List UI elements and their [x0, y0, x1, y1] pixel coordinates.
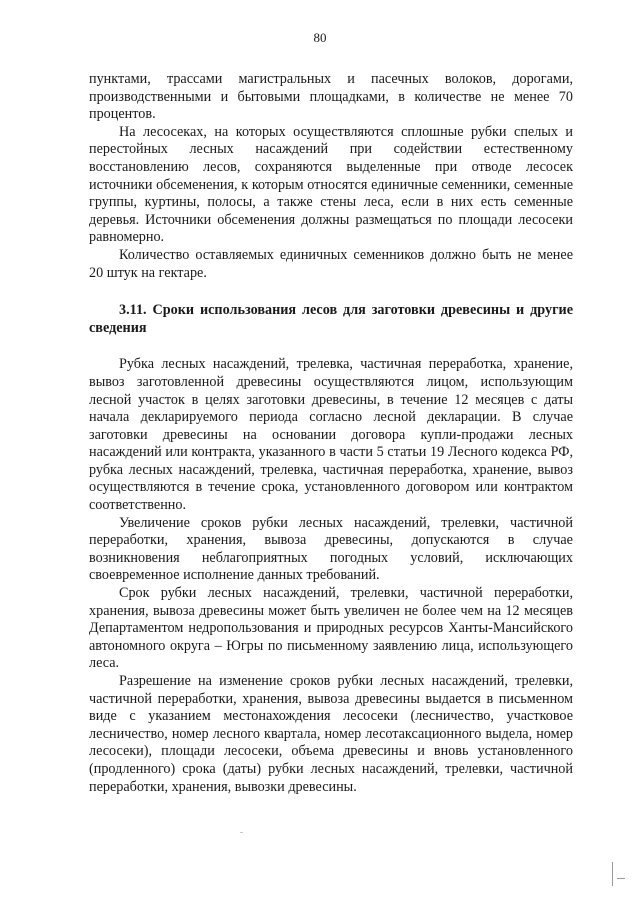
paragraph-logging-terms: Рубка лесных насаждений, трелевка, частичная переработка, хранение, вывоз заготовленной древесины осуществляются лицом, использующим лесной участок в целях заготовки древесины, в течение 12 месяцев с даты начала декларируемого периода согласно лесной декларации. В случае заготовки древесины на основании договора купли-продажи лесных насаждений или контракта, указанного в части 5 статьи 19 Лесного кодекса РФ, рубка лесных насаждений, трелевка, частичная переработка, хранение, вывоз осуществляются в течение срока, установленного договором или контрактом соответственно.: [89, 356, 573, 514]
paragraph-seed-count: Количество оставляемых единичных семенников должно быть не менее 20 штук на гектаре.: [89, 246, 573, 281]
page-number: 80: [313, 30, 327, 45]
scan-artifact-dash: [617, 878, 625, 879]
paragraph-continued: пунктами, трассами магистральных и пасечных волоков, дорогами, производственными и бытовыми площадками, в количестве не менее 70 процентов.: [89, 71, 573, 123]
paragraph-term-increase: Увеличение сроков рубки лесных насаждений, трелевки, частичной переработки, хранения, вывоза древесины, допускаются в случае возникновения неблагоприятных погодных условий, исключающих своевременное исполнение данных требований.: [89, 514, 573, 584]
scan-artifact-line: [612, 862, 613, 886]
scan-artifact-dot: [240, 832, 243, 833]
section-heading: 3.11. Сроки использования лесов для заготовки древесины и другие сведения: [89, 302, 573, 336]
paragraph-term-extension: Срок рубки лесных насаждений, трелевки, частичной переработки, хранения, вывоза древесины может быть увеличен не более чем на 12 месяцев Департаментом недропользования и природных ресурсов Ханты-Мансийского автономного округа – Югры по письменному заявлению лица, использующего леса.: [89, 585, 573, 672]
paragraph-permission: Разрешение на изменение сроков рубки лесных насаждений, трелевки, частичной переработки, хранения, вывоза древесины выдается в письменном виде с указанием местонахождения лесосеки (лесничество, участковое лесничество, номер лесного квартала, номер лесотаксационного выдела, номер лесосеки), площади лесосеки, объема древесины и вновь установленного (продленного) срока (даты) рубки лесных насаждений, трелевки, частичной переработки, хранения, вывозки древесины.: [89, 673, 573, 795]
document-body: [89, 71, 573, 796]
paragraph-seed-sources: На лесосеках, на которых осуществляются сплошные рубки спелых и перестойных лесных насаждений при содействии естественному восстановлению лесов, сохраняются выделенные при отводе лесосек источники обсеменения, к которым относятся единичные семенники, семенные группы, куртины, полосы, а также стены леса, если в них есть семенные деревья. Источники обсеменения должны размещаться по площади лесосеки равномерно.: [89, 123, 573, 246]
